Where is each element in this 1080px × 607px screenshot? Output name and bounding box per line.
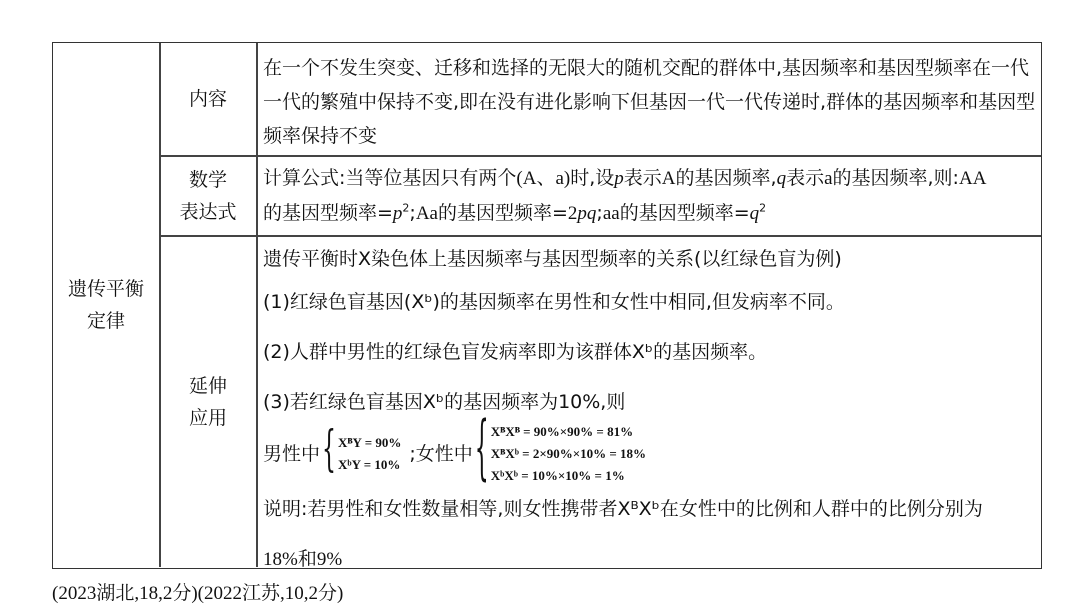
male-formula-block xyxy=(338,432,401,476)
application-point-2: (2)人群中男性的红绿色盲发病率即为该群体Xᵇ的基因频率。 xyxy=(263,341,768,363)
formula-text xyxy=(263,161,1037,231)
female-brace-icon: { xyxy=(474,410,489,491)
female-formula: XᵇXᵇ = 10%×10% = 1% xyxy=(490,468,625,483)
application-heading: 遗传平衡时X染色体上基因频率与基因型频率的关系(以红绿色盲为例) xyxy=(263,248,842,270)
formula-line-1: 计算公式:当等位基因只有两个(A、a)时,设p表示A的基因频率,q表示a的基因频率,则:AA xyxy=(263,167,987,189)
female-formula-block xyxy=(491,421,646,487)
formula-line-2: 的基因型频率$=p^2;Aa$的基因型频率=2pq;aa的基因型频率$=q^2$ xyxy=(263,201,767,224)
application-point-1: (1)红绿色盲基因(Xᵇ)的基因频率在男性和女性中相同,但发病率不同。 xyxy=(263,291,845,313)
row-divider-1 xyxy=(159,155,1041,157)
row-label-formula: 数学 表达式 xyxy=(179,168,237,223)
content-text: 在一个不发生突变、迁移和选择的无限大的随机交配的群体中,基因频率和基因型频率在一代一代的繁殖中保持不变,即在没有进化影响下但基因一代一代传递时,群体的基因频率和基因型频率保持不变 xyxy=(263,57,1036,147)
application-note: 说明:若男性和女性数量相等,则女性携带者XᴮXᵇ在女性中的比例和人群中的比例分别为 xyxy=(263,498,983,520)
female-label: ;女性中 xyxy=(409,443,473,465)
female-formula: XᴮXᵇ = 2×90%×10% = 18% xyxy=(490,446,647,461)
row-divider-2 xyxy=(159,235,1041,237)
column-divider-2 xyxy=(256,43,258,567)
source-citation: (2023湖北,18,2分)(2022江苏,10,2分) xyxy=(52,583,344,604)
male-formula: XᴮY = 90% xyxy=(338,435,402,450)
application-point-3: (3)若红绿色盲基因Xᵇ的基因频率为10%,则 xyxy=(263,391,626,413)
male-brace-icon: { xyxy=(322,423,337,479)
row-label-application: 延伸 应用 xyxy=(188,374,227,429)
law-label-cell: 遗传平衡 定律 xyxy=(67,278,144,332)
male-formula: XᵇY = 10% xyxy=(338,457,401,472)
application-note-end: 18%和9% xyxy=(263,549,343,570)
female-formula: XᴮXᴮ = 90%×90% = 81% xyxy=(490,424,634,439)
genetic-equilibrium-table xyxy=(52,42,1042,569)
genotype-formulas xyxy=(263,410,1037,491)
row-label-content: 内容 xyxy=(188,88,227,110)
application-text xyxy=(263,241,1037,585)
male-label: 男性中 xyxy=(263,443,321,465)
